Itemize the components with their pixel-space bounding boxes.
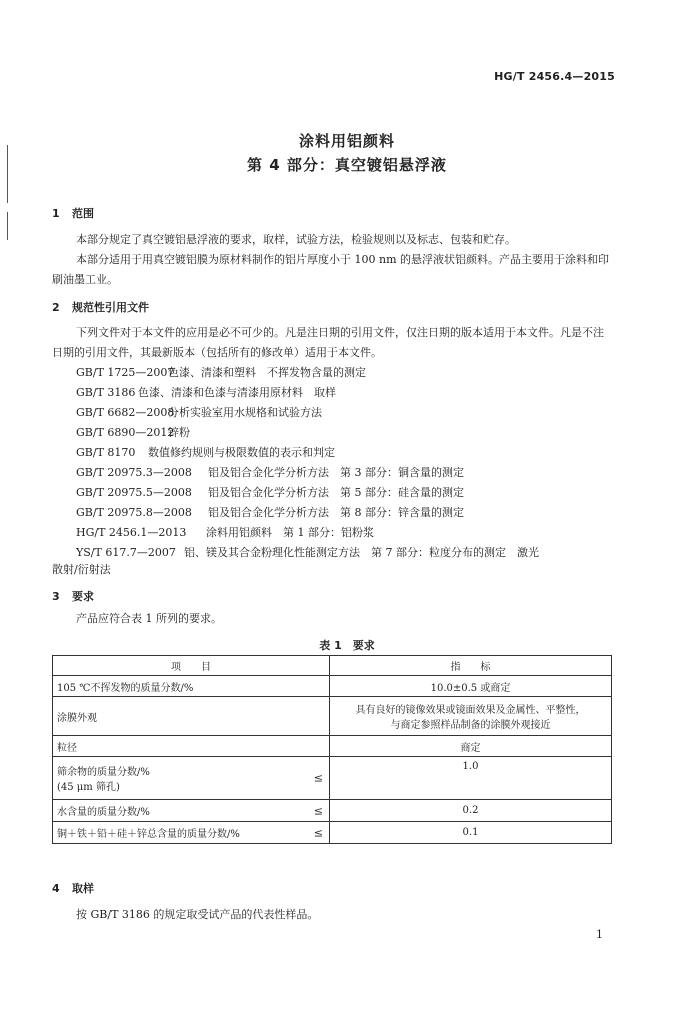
section-number: 3 <box>52 590 60 603</box>
table-header-row <box>53 656 612 676</box>
reference-title: 分析实验室用水规格和试验方法 <box>168 406 322 419</box>
table-row <box>53 697 612 736</box>
normative-reference <box>76 544 539 560</box>
section-1-paragraph-2: 本部分适用于用真空镀铝膜为原材料制作的铝片厚度小于 100 nm 的悬浮液状铝颜料。产品主要用于涂料和印刷油墨工业。 <box>52 253 609 286</box>
item-text: 水含量的质量分数/% <box>57 807 150 818</box>
margin-mark <box>7 212 8 240</box>
normative-reference <box>76 404 322 420</box>
reference-title-continued: 散射/衍射法 <box>52 563 111 576</box>
table-cell-spec: 1.0 <box>330 757 612 800</box>
reference-code: GB/T 1725—2007 <box>76 366 175 379</box>
table-header-spec: 指 标 <box>330 656 612 676</box>
normative-reference <box>76 524 374 540</box>
table-caption: 表 1 要求 <box>319 639 375 652</box>
section-4-paragraph-1: 按 GB/T 3186 的规定取受试产品的代表性样品。 <box>76 908 319 921</box>
reference-code: GB/T 6682—2008 <box>76 406 175 419</box>
table-cell-item <box>53 800 330 822</box>
item-line: 筛余物的质量分数/% <box>57 767 150 778</box>
document-title: 涂料用铝颜料 <box>298 132 395 150</box>
reference-title: 色漆、清漆和色漆与清漆用原材料 取样 <box>138 386 336 399</box>
spec-line: 与商定参照样品制备的涂膜外观接近 <box>390 720 551 731</box>
table-cell-spec: 商定 <box>330 736 612 757</box>
reference-title: 涂料用铝颜料 第 1 部分：铝粉浆 <box>206 526 374 539</box>
normative-reference <box>76 384 336 400</box>
reference-code: GB/T 6890—2012 <box>76 426 175 439</box>
reference-title: 铝及铝合金化学分析方法 第 5 部分：硅含量的测定 <box>208 486 464 499</box>
section-4-heading <box>52 880 94 896</box>
page-number: 1 <box>596 928 603 941</box>
section-number: 2 <box>52 301 60 314</box>
table-cell-item: 涂膜外观 <box>53 697 330 736</box>
section-1-paragraph-1: 本部分规定了真空镀铝悬浮液的要求，取样，试验方法，检验规则以及标志、包装和贮存。 <box>76 233 516 246</box>
less-equal-sign: ≤ <box>313 804 323 817</box>
table-cell-item: 105 ℃不挥发物的质量分数/% <box>53 676 330 697</box>
less-equal-sign: ≤ <box>313 771 323 785</box>
table-cell-spec: 10.0±0.5 或商定 <box>330 676 612 697</box>
table-cell-item: 粒径 <box>53 736 330 757</box>
normative-reference <box>76 364 366 380</box>
reference-code: GB/T 20975.8—2008 <box>76 506 192 519</box>
section-title: 范围 <box>72 207 94 220</box>
section-number: 4 <box>52 882 60 895</box>
section-title: 要求 <box>72 590 94 603</box>
section-number: 1 <box>52 207 60 220</box>
normative-reference <box>76 424 190 440</box>
reference-code: HG/T 2456.1—2013 <box>76 526 187 539</box>
normative-reference <box>76 484 464 500</box>
table-cell-spec <box>330 697 612 736</box>
reference-code: GB/T 20975.3—2008 <box>76 466 192 479</box>
section-1-heading <box>52 205 94 221</box>
reference-title: 铝及铝合金化学分析方法 第 8 部分：锌含量的测定 <box>208 506 464 519</box>
table-row <box>53 800 612 822</box>
document-subtitle: 第 4 部分：真空镀铝悬浮液 <box>247 156 447 174</box>
requirements-table <box>52 655 612 844</box>
table-cell-spec: 0.1 <box>330 822 612 844</box>
table-row <box>53 736 612 757</box>
section-3-paragraph-1: 产品应符合表 1 所列的要求。 <box>76 612 222 625</box>
table-header-item: 项 目 <box>53 656 330 676</box>
section-3-heading <box>52 588 94 604</box>
section-title: 规范性引用文件 <box>72 301 149 314</box>
reference-code: GB/T 3186 <box>76 386 136 399</box>
normative-reference <box>76 444 335 460</box>
reference-title: 色漆、清漆和塑料 不挥发物含量的测定 <box>168 366 366 379</box>
table-cell-spec: 0.2 <box>330 800 612 822</box>
standard-code: HG/T 2456.4—2015 <box>494 70 615 83</box>
item-line: (45 μm 筛孔) <box>57 782 120 793</box>
reference-code: GB/T 20975.5—2008 <box>76 486 192 499</box>
reference-code: GB/T 8170 <box>76 446 136 459</box>
reference-title: 锌粉 <box>168 426 190 439</box>
reference-title: 数值修约规则与极限数值的表示和判定 <box>148 446 335 459</box>
table-row <box>53 757 612 800</box>
normative-reference <box>76 464 464 480</box>
reference-title: 铝、镁及其合金粉理化性能测定方法 第 7 部分：粒度分布的测定 激光 <box>184 546 539 559</box>
less-equal-sign: ≤ <box>313 826 323 839</box>
item-text: 铜＋铁＋铅＋硅＋锌总含量的质量分数/% <box>57 829 240 840</box>
section-title: 取样 <box>72 882 94 895</box>
table-row <box>53 676 612 697</box>
table-cell-item <box>53 822 330 844</box>
spec-line: 具有良好的镜像效果或镜面效果及金属性、平整性， <box>355 705 586 716</box>
normative-reference <box>76 504 464 520</box>
reference-code: YS/T 617.7—2007 <box>76 546 176 559</box>
reference-title: 铝及铝合金化学分析方法 第 3 部分：铜含量的测定 <box>208 466 464 479</box>
table-row <box>53 822 612 844</box>
section-2-paragraph-1: 下列文件对于本文件的应用是必不可少的。凡是注日期的引用文件，仅注日期的版本适用于本文件。凡是不注日期的引用文件，其最新版本（包括所有的修改单）适用于本文件。 <box>52 326 604 359</box>
table-cell-item <box>53 757 330 800</box>
section-2-heading <box>52 299 149 315</box>
